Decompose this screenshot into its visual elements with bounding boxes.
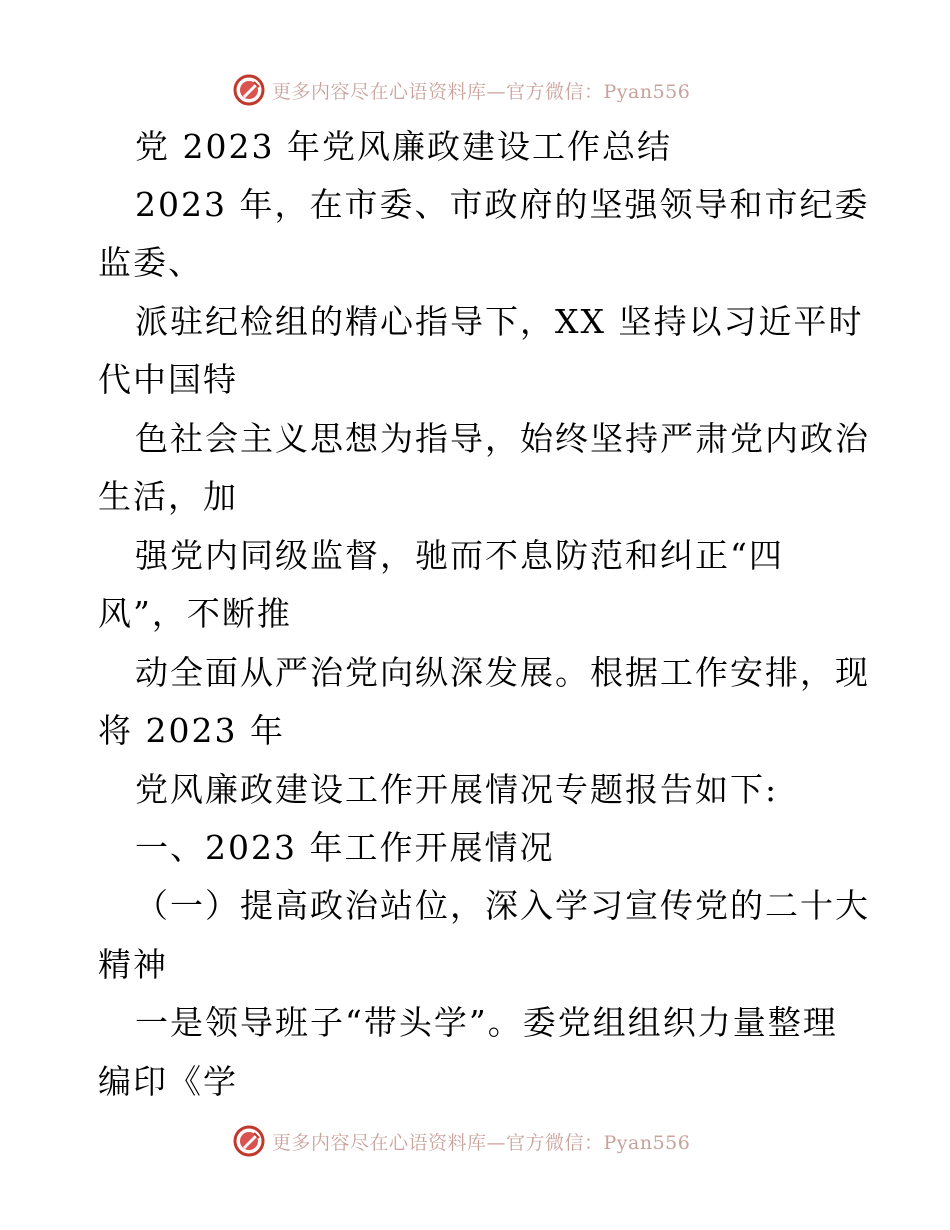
body-line: 派驻纪检组的精心指导下，XX 坚持以习近平时	[135, 302, 864, 341]
body-line: 将 2023 年	[98, 711, 285, 750]
watermark-banner-bottom	[0, 1121, 950, 1161]
body-line: 一是领导班子“带头学”。委党组组织力量整理	[135, 1003, 838, 1042]
body-line: 强党内同级监督，驰而不息防范和纠正“四	[135, 536, 784, 575]
body-line: 代中国特	[98, 360, 238, 399]
body-line: 2023 年，在市委、市政府的坚强领导和市纪委	[135, 185, 870, 224]
watermark-text: 更多内容尽在心语资料库—官方微信：Pyan556	[272, 1132, 691, 1154]
watermark-text: 更多内容尽在心语资料库—官方微信：Pyan556	[272, 81, 691, 103]
body-line: 精神	[98, 945, 168, 984]
watermark-banner-top	[0, 70, 950, 110]
body-line: 监委、	[98, 243, 203, 282]
document-title: 党 2023 年党风廉政建设工作总结	[135, 127, 672, 166]
body-line: 风”，不断推	[98, 594, 292, 633]
body-line: 生活，加	[98, 477, 238, 516]
subsection-heading: （一）提高政治站位，深入学习宣传党的二十大	[135, 886, 870, 925]
pen-seal-logo-icon	[233, 74, 265, 106]
pen-seal-logo-icon	[233, 1125, 265, 1157]
body-line: 编印《学	[98, 1062, 238, 1101]
body-line: 色社会主义思想为指导，始终坚持严肃党内政治	[135, 419, 870, 458]
body-line: 党风廉政建设工作开展情况专题报告如下:	[135, 770, 779, 809]
body-line: 动全面从严治党向纵深发展。根据工作安排，现	[135, 653, 870, 692]
section-heading: 一、2023 年工作开展情况	[135, 828, 555, 867]
